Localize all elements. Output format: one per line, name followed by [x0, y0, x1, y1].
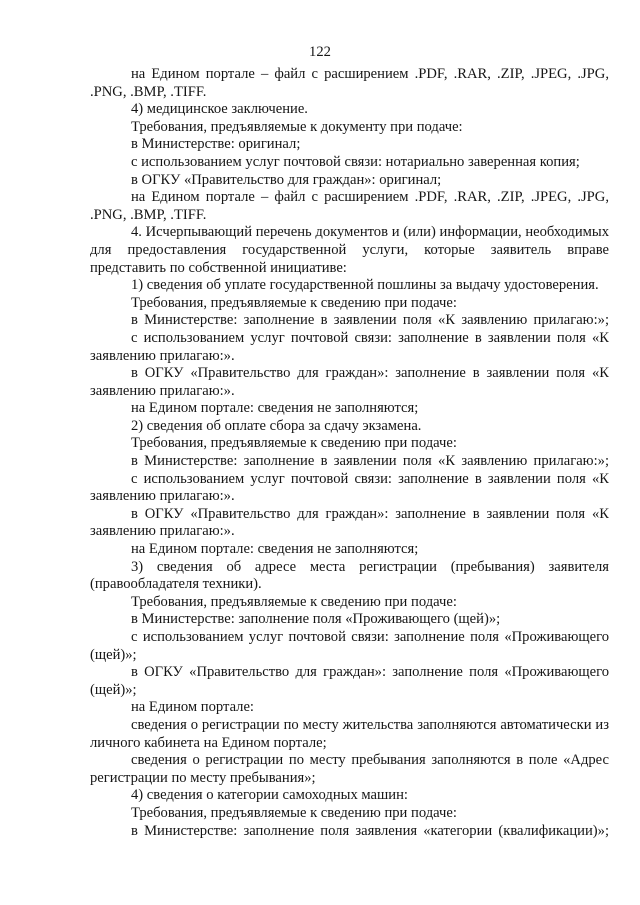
paragraph: 4. Исчерпывающий перечень документов и (или) информации, необходимых для предоставления государственной услуги, которые заявитель вправе представить по собственной инициативе:: [90, 224, 609, 276]
paragraph: на Едином портале: сведения не заполняются;: [131, 541, 419, 558]
paragraph: на Едином портале – файл с расширением .PDF, .RAR, .ZIP, .JPEG, .JPG, .PNG, .BMP, .TIFF.: [90, 189, 609, 223]
paragraph: на Едином портале: сведения не заполняются;: [131, 400, 419, 417]
paragraph: 3) сведения об адресе места регистрации (пребывания) заявителя (правообладателя техники).: [90, 558, 609, 593]
paragraph: Требования, предъявляемые к сведению при подаче:: [131, 804, 457, 821]
paragraph: в Министерстве: заполнение в заявлении поля «К заявлению прилагаю:»;: [131, 312, 609, 329]
paragraph: 4) медицинское заключение.: [131, 101, 308, 118]
paragraph: Требования, предъявляемые к сведению при подаче:: [131, 435, 457, 452]
paragraph: в Министерстве: заполнение поля «Проживающего (щей)»;: [131, 611, 501, 628]
paragraph: в Министерстве: заполнение в заявлении поля «К заявлению прилагаю:»;: [131, 453, 609, 470]
paragraph: Требования, предъявляемые к документу при подаче:: [131, 118, 463, 135]
paragraph: сведения о регистрации по месту пребывания заполняются в поле «Адрес регистрации по месту пребывания»;: [90, 752, 609, 786]
page-number: 122: [309, 44, 331, 60]
paragraph: с использованием услуг почтовой связи: нотариально заверенная копия;: [131, 153, 580, 170]
paragraph: 2) сведения об оплате сбора за сдачу экзамена.: [131, 417, 422, 434]
paragraph: в ОГКУ «Правительство для граждан»: оригинал;: [131, 171, 442, 188]
paragraph: Требования, предъявляемые к сведению при подаче:: [131, 593, 457, 610]
paragraph: с использованием услуг почтовой связи: заполнение в заявлении поля «К заявлению прилагаю:».: [90, 329, 609, 364]
paragraph: в ОГКУ «Правительство для граждан»: заполнение поля «Проживающего (щей)»;: [90, 664, 609, 698]
paragraph: с использованием услуг почтовой связи: заполнение в заявлении поля «К заявлению прилагаю:».: [90, 470, 609, 505]
paragraph: в ОГКУ «Правительство для граждан»: заполнение в заявлении поля «К заявлению прилагаю:».: [90, 365, 609, 399]
paragraph: в Министерстве: заполнение поля заявления «категории (квалификации)»;: [131, 822, 609, 839]
paragraph: 1) сведения об уплате государственной пошлины за выдачу удостоверения.: [131, 277, 599, 294]
paragraph: на Едином портале:: [131, 699, 254, 716]
paragraph: сведения о регистрации по месту жительства заполняются автоматически из личного кабинета на Едином портале;: [90, 716, 609, 751]
paragraph: с использованием услуг почтовой связи: заполнение поля «Проживающего (щей)»;: [90, 629, 609, 663]
paragraph: 4) сведения о категории самоходных машин:: [131, 787, 408, 804]
document-body: [90, 66, 609, 840]
paragraph: в ОГКУ «Правительство для граждан»: заполнение в заявлении поля «К заявлению прилагаю:».: [90, 505, 609, 540]
paragraph: на Едином портале – файл с расширением .PDF, .RAR, .ZIP, .JPEG, .JPG, .PNG, .BMP, .TIFF.: [90, 66, 609, 100]
paragraph: в Министерстве: оригинал;: [131, 136, 301, 153]
paragraph: Требования, предъявляемые к сведению при подаче:: [131, 294, 457, 311]
